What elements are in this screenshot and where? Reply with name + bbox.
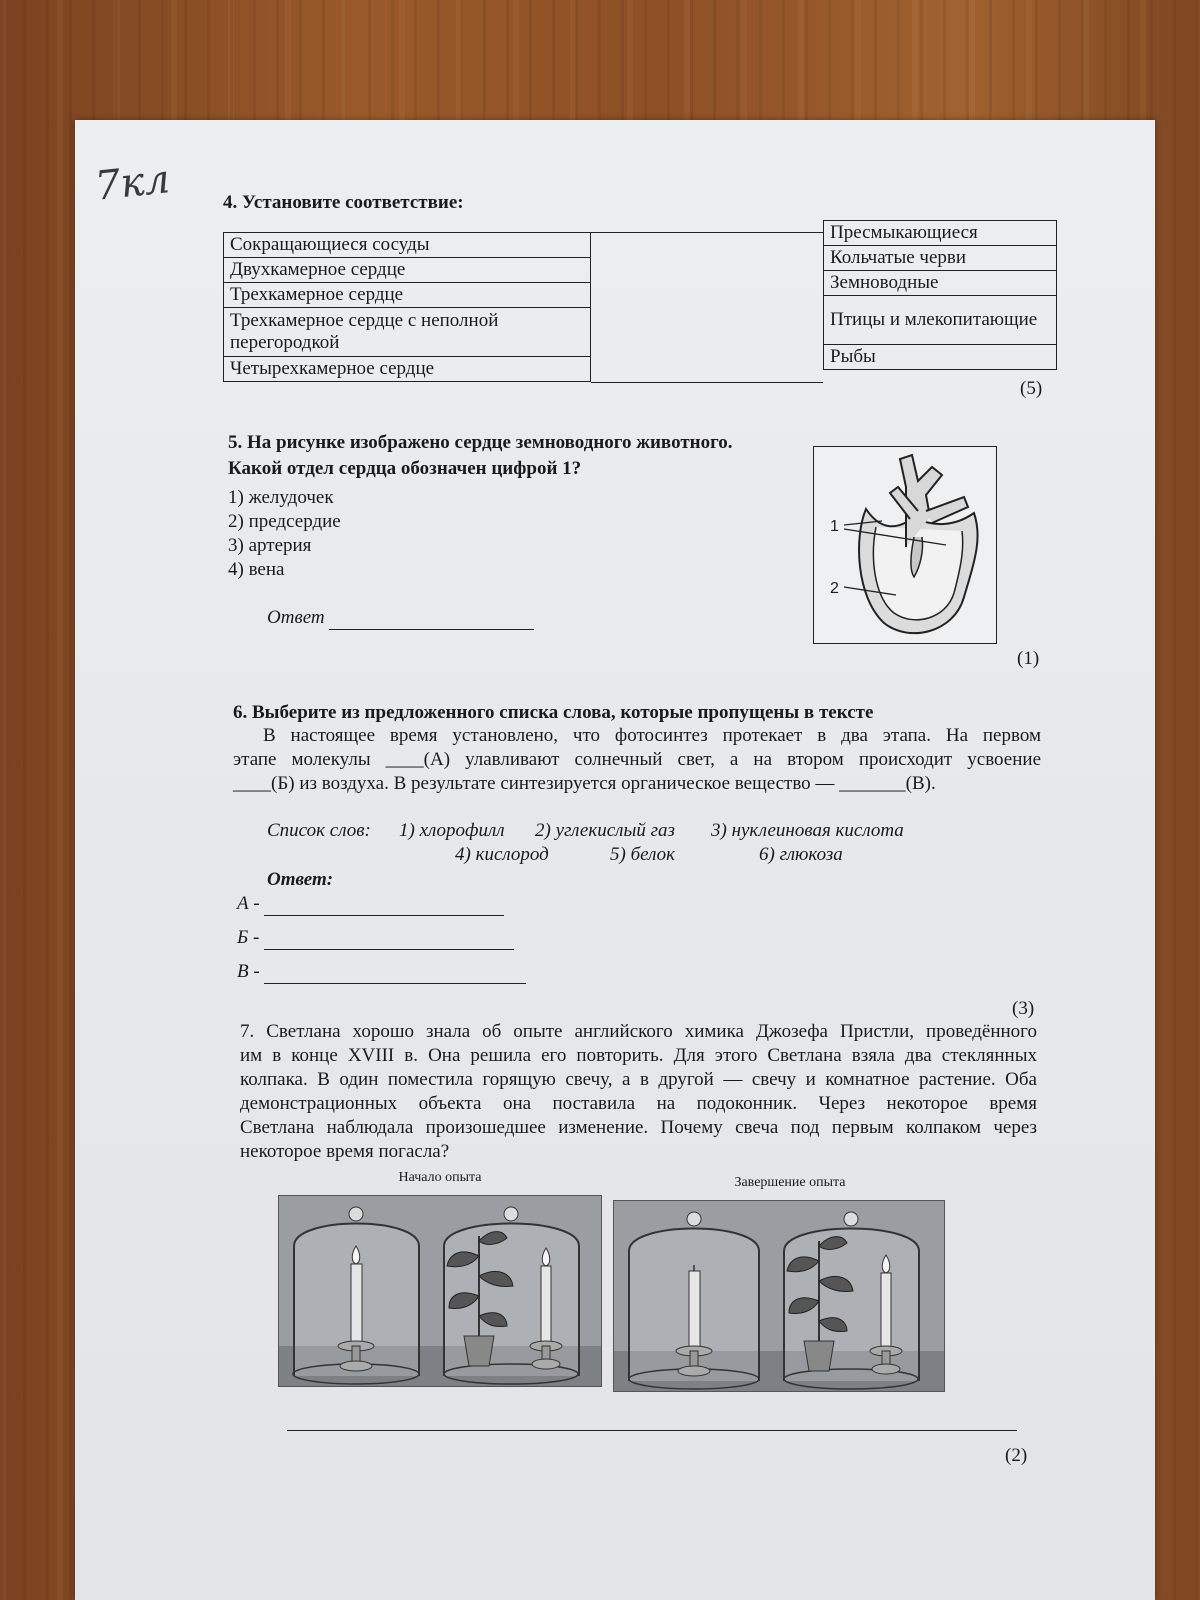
- bell-jars-end-icon: [614, 1201, 944, 1391]
- q5-title-line1: 5. На рисунке изображено сердце земноводного животного.: [228, 432, 733, 453]
- q6-word: 1) хлорофилл: [399, 820, 505, 841]
- caption-start: Начало опыта: [398, 1170, 482, 1185]
- q7-points: (2): [1005, 1445, 1028, 1466]
- experiment-start-picture: [278, 1195, 602, 1387]
- q4-left-item: Двухкамерное сердце: [224, 258, 591, 283]
- q6-word: 2) углекислый газ: [535, 820, 675, 841]
- q6-word: 6) глюкоза: [759, 844, 843, 865]
- q6-answer-line-c[interactable]: [264, 963, 526, 984]
- q4-left-column: [223, 232, 591, 382]
- q5-option: 1) желудочек: [228, 487, 334, 508]
- q4-right-item: Кольчатые черви: [824, 246, 1057, 271]
- q7-answer-line[interactable]: [287, 1430, 1017, 1431]
- q5-option: 4) вена: [228, 559, 285, 580]
- q6-answer-line-a[interactable]: [264, 895, 504, 916]
- q4-left-item: Четырехкамерное сердце: [224, 357, 591, 382]
- q7-text-line6: некоторое время погасла?: [240, 1141, 450, 1162]
- q7-text-line5: Светлана наблюдала произошедшее изменение. Почему свеча под первым колпаком через: [240, 1117, 1037, 1138]
- q6-answer-row-a: [237, 892, 504, 916]
- q6-answer-label: Ответ:: [267, 869, 334, 890]
- q6-word: 3) нуклеиновая кислота: [711, 820, 904, 841]
- q6-answer-row-b: [237, 926, 514, 950]
- q6-text-line1: В настоящее время установлено, что фотосинтез протекает в два этапа. На первом: [263, 725, 1041, 746]
- q4-right-column: [823, 220, 1057, 370]
- handwritten-grade-note: 7кл: [92, 156, 173, 210]
- q4-left-item: Трехкамерное сердце с неполной перегородкой: [224, 308, 591, 357]
- heart-diagram-icon: [814, 447, 996, 643]
- bell-jars-start-icon: [279, 1196, 601, 1386]
- heart-label-1: 1: [830, 518, 839, 535]
- q6-answer-slot-label: А -: [237, 893, 260, 914]
- q5-option: 3) артерия: [228, 535, 312, 556]
- q4-right-item: Земноводные: [824, 271, 1057, 296]
- q6-answer-slot-label: В -: [237, 961, 260, 982]
- q6-answer-row-c: [237, 960, 526, 984]
- q5-answer-line[interactable]: [329, 609, 534, 630]
- q6-answer-slot-label: Б -: [237, 927, 260, 948]
- q5-answer-label: Ответ: [267, 607, 325, 628]
- experiment-end-picture: [613, 1200, 945, 1392]
- q6-word: 4) кислород: [455, 844, 549, 865]
- amphibian-heart-figure: [813, 446, 997, 644]
- q6-text-line2: этапе молекулы ____(А) улавливают солнечный свет, а на втором происходит усвоение: [233, 749, 1041, 770]
- q7-text-line4: демонстрационных объекта она поставила на подоконник. Через некоторое время: [240, 1093, 1037, 1114]
- q4-left-item: Сокращающиеся сосуды: [224, 233, 591, 258]
- q7-text-line3: колпака. В один поместила горящую свечу, а в другой — свечу и комнатное растение. Оба: [240, 1069, 1037, 1090]
- q4-blank-middle: [591, 232, 823, 383]
- q4-left-item: Трехкамерное сердце: [224, 283, 591, 308]
- q4-right-item: Птицы и млекопитающие: [824, 296, 1057, 345]
- q6-answer-line-b[interactable]: [264, 929, 514, 950]
- q7-text-line2: им в конце XVIII в. Она решила его повторить. Для этого Светлана взяла два стеклянных: [240, 1045, 1037, 1066]
- q4-points: (5): [1020, 378, 1043, 399]
- q6-points: (3): [1012, 998, 1035, 1019]
- q6-word: 5) белок: [610, 844, 675, 865]
- q5-points: (1): [1017, 648, 1040, 669]
- q6-word-list-label: Список слов:: [267, 820, 371, 841]
- caption-end: Завершение опыта: [734, 1175, 846, 1190]
- heart-label-2: 2: [830, 580, 839, 597]
- q5-option: 2) предсердие: [228, 511, 341, 532]
- worksheet-page: [75, 120, 1155, 1600]
- q6-title: 6. Выберите из предложенного списка слова, которые пропущены в тексте: [233, 702, 874, 723]
- q4-right-item: Пресмыкающиеся: [824, 221, 1057, 246]
- q4-right-item: Рыбы: [824, 345, 1057, 370]
- q7-text-line1: 7. Светлана хорошо знала об опыте английского химика Джозефа Пристли, проведённого: [240, 1021, 1037, 1042]
- q5-answer-row: [267, 606, 534, 630]
- q5-title-line2: Какой отдел сердца обозначен цифрой 1?: [228, 458, 582, 479]
- q6-text-line3: ____(Б) из воздуха. В результате синтезируется органическое вещество — _______(В).: [233, 773, 936, 794]
- q4-title: 4. Установите соответствие:: [223, 192, 464, 213]
